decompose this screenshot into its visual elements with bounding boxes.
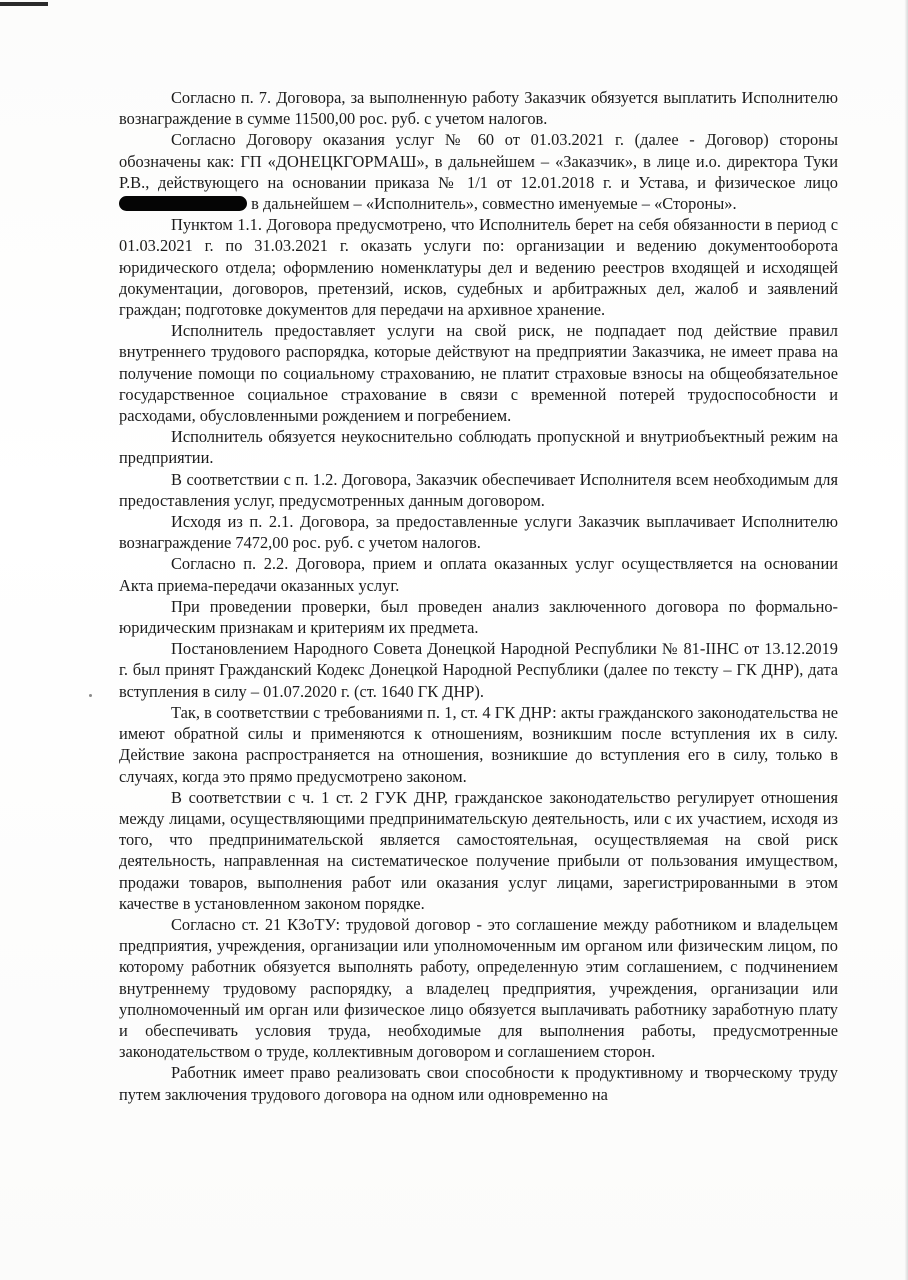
- paragraph-4: Исполнитель предоставляет услуги на свой риск, не подпадает под действие правил внутреннего трудового распорядка, которые действуют на предприятии Заказчика, не имеет права на получение помощи по социальному страхованию, не платит страховые взносы на общеобязательное государственное социальное страхование в связи с временной потерей трудоспособности и расходами, обусловленными рождением и погребением.: [119, 321, 838, 426]
- paragraph-14: Работник имеет право реализовать свои способности к продуктивному и творческому труду путем заключения трудового договора на одном или одновременно на: [119, 1063, 838, 1104]
- paragraph-2-text: Согласно Договору оказания услуг № 60 от 01.03.2021 г. (далее - Договор) стороны обозначены как: ГП «ДОНЕЦКГОРМАШ», в дальнейшем – «Заказчик», в лице и.о. директора Туки Р.В., действующего на основании приказа № 1/1 от 12.01.2018 г. и Устава, и физическое лицо: [119, 130, 838, 192]
- document-body: [119, 87, 838, 1105]
- redaction-bar: [119, 196, 247, 211]
- paragraph-13: Согласно ст. 21 КЗоТУ: трудовой договор - это соглашение между работником и владельцем предприятия, учреждения, организации или уполномоченным им органом или физическим лицом, по которому работник обязуется выполнять работу, определенную этим соглашением, с подчинением внутреннему трудовому распорядку, а владелец предприятия, учреждения, организации или уполномоченный им орган или физическое лицо обязуется выплачивать работнику заработную плату и обеспечивать условия труда, необходимые для выполнения работы, предусмотренные законодательством о труде, коллективным договором и соглашением сторон.: [119, 914, 838, 1062]
- paragraph-9: При проведении проверки, был проведен анализ заключенного договора по формально-юридическим признакам и критериям их предмета.: [119, 596, 838, 638]
- paragraph-6: В соответствии с п. 1.2. Договора, Заказчик обеспечивает Исполнителя всем необходимым для предоставления услуг, предусмотренных данным договором.: [119, 469, 838, 510]
- paragraph-12: В соответствии с ч. 1 ст. 2 ГУК ДНР, гражданское законодательство регулирует отношения между лицами, осуществляющими предпринимательскую деятельность, или с их участием, исходя из того, что предпринимательской является самостоятельная, осуществляемая на свой риск деятельность, направленная на систематическое получение прибыли от пользования имуществом, продажи товаров, выполнения работ или оказания услуг лицами, зарегистрированными в этом качестве в установленном законом порядке.: [119, 787, 838, 913]
- paragraph-2: [119, 129, 838, 214]
- paragraph-11: Так, в соответствии с требованиями п. 1, ст. 4 ГК ДНР: акты гражданского законодательства не имеют обратной силы и применяются к отношениям, возникшим после вступления их в силу. Действие закона распространяется на отношения, возникшие до вступления его в силу, только в случаях, когда это прямо предусмотрено законом.: [119, 702, 838, 786]
- paragraph-7: Исходя из п. 2.1. Договора, за предоставленные услуги Заказчик выплачивает Исполнителю вознаграждение 7472,00 рос. руб. с учетом налогов.: [119, 512, 838, 553]
- paragraph-8: Согласно п. 2.2. Договора, прием и оплата оказанных услуг осуществляется на основании Акта приема-передачи оказанных услуг.: [119, 554, 838, 595]
- paragraph-1: Согласно п. 7. Договора, за выполненную работу Заказчик обязуется выплатить Исполнителю вознаграждение в сумме 11500,00 рос. руб. с учетом налогов.: [119, 88, 838, 129]
- scan-edge-mark: [0, 2, 48, 6]
- scan-right-shadow: [904, 0, 908, 1280]
- paragraph-3: Пунктом 1.1. Договора предусмотрено, что Исполнитель берет на себя обязанности в период с 01.03.2021 г. по 31.03.2021 г. оказать услуги по: организации и ведению документооборота юридического отдела; оформлению номенклатуры дел и ведению реестров входящей и исходящей документации, договоров, претензий, исков, судебных и арбитражных дел, жалоб и заявлений граждан; подготовке документов для передачи на архивное хранение.: [119, 215, 838, 320]
- paragraph-2-continuation: в дальнейшем – «Исполнитель», совместно именуемые – «Стороны».: [251, 194, 737, 214]
- paragraph-10: Постановлением Народного Совета Донецкой Народной Республики № 81-IIНС от 13.12.2019 г. был принят Гражданский Кодекс Донецкой Народной Республики (далее по тексту – ГК ДНР), дата вступления в силу – 01.07.2020 г. (ст. 1640 ГК ДНР).: [119, 639, 838, 701]
- scan-speck: [89, 694, 92, 697]
- paragraph-5: Исполнитель обязуется неукоснительно соблюдать пропускной и внутриобъектный режим на предприятии.: [119, 427, 838, 468]
